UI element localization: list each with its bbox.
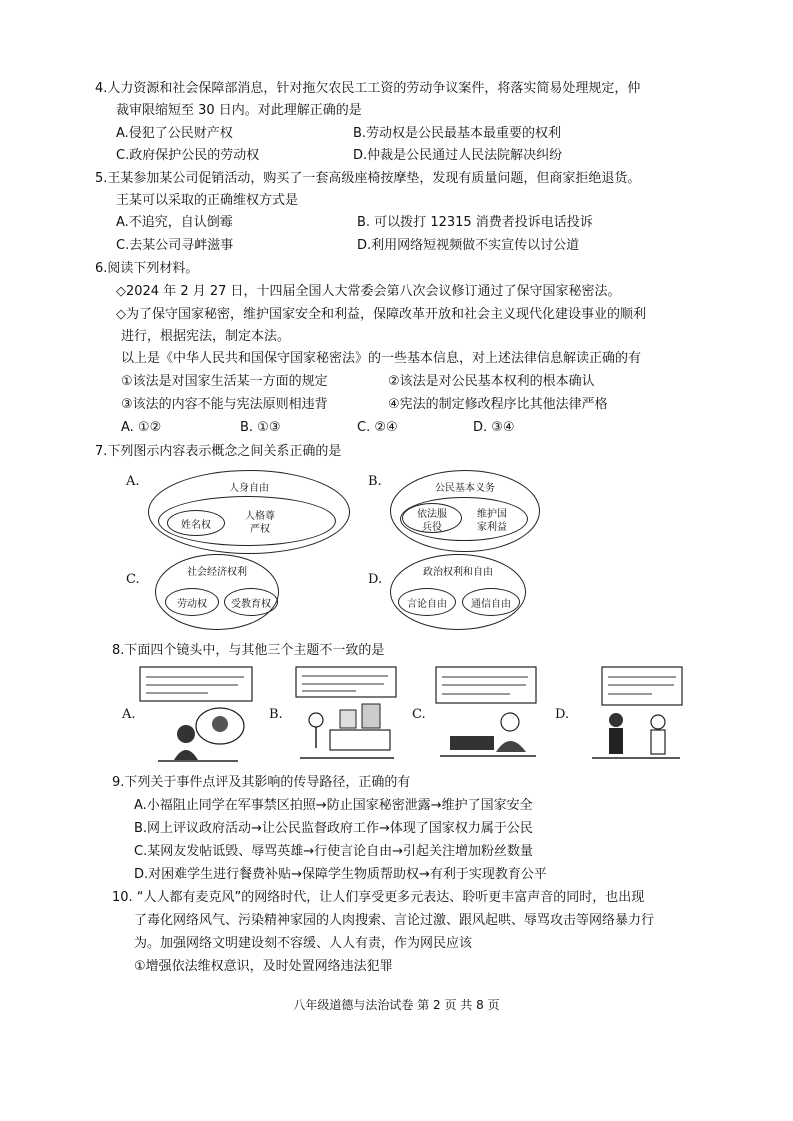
q6-statement-2: ②该法是对公民基本权利的根本确认 [388, 374, 595, 389]
q5-stem-line2: 王某可以采取的正确维权方式是 [116, 193, 299, 208]
q6-stem: 6.阅读下列材料。 [95, 261, 199, 276]
q7-b-inner-text-1b: 兵役 [422, 522, 442, 533]
q7-b-inner-text-2a: 维护国 [477, 509, 507, 520]
q4-option-b: B.劳动权是公民最基本最重要的权利 [353, 126, 562, 141]
q6-statement-4: ④宪法的制定修改程序比其他法律严格 [388, 397, 608, 412]
q5-option-d: D.利用网络短视频做不实宣传以讨公道 [357, 238, 580, 253]
q6-statement-1: ①该法是对国家生活某一方面的规定 [121, 374, 328, 389]
q7-c-inner-text-2: 受教育权 [231, 599, 271, 610]
q4-option-d: D.仲裁是公民通过人民法院解决纠纷 [353, 148, 563, 163]
q9-option-d: D.对困难学生进行餐费补贴→保障学生物质帮助权→有利于实现教育公平 [134, 867, 547, 882]
q7-b-inner-text-2b: 家利益 [477, 522, 507, 533]
q10-statement-1: ①增强依法维权意识，及时处置网络违法犯罪 [134, 959, 393, 974]
q4-option-a: A.侵犯了公民财产权 [116, 126, 233, 141]
q9-option-b: B.网上评议政府活动→让公民监督政府工作→体现了国家权力属于公民 [134, 821, 533, 836]
q7-b-inner-text-1a: 依法服 [417, 509, 447, 520]
q9-option-c: C.某网友发帖诋毁、辱骂英雄→行使言论自由→引起关注增加粉丝数量 [134, 844, 533, 859]
q5-option-c: C.去某公司寻衅滋事 [116, 238, 234, 253]
q6-statement-3: ③该法的内容不能与宪法原则相违背 [121, 397, 328, 412]
q8-option-b-label: B. [269, 707, 283, 722]
q7-d-inner-text-1: 言论自由 [407, 599, 447, 610]
q10-stem-line1: 10. “人人都有麦克风”的网络时代，让人们享受更多元表达、聆听更丰富声音的同时，也出现 [112, 890, 645, 905]
q10-stem-line2: 了毒化网络风气、污染精神家园的人肉搜索、言论过激、跟风起哄、辱骂攻击等网络暴力行 [134, 913, 655, 928]
q5-stem-line1: 5.王某参加某公司促销活动，购买了一套高级座椅按摩垫，发现有质量问题，但商家拒绝退货。 [95, 171, 641, 186]
q8-option-c-label: C. [412, 707, 426, 722]
q6-option-b: B. ①③ [240, 420, 281, 435]
q8-cartoon-c [430, 664, 545, 764]
q4-stem-line2: 裁审限缩短至 30 日内。对此理解正确的是 [116, 103, 362, 118]
q5-option-a: A.不追究，自认倒霉 [116, 215, 233, 230]
q6-option-d: D. ③④ [473, 420, 515, 435]
q8-option-a-label: A. [122, 707, 136, 722]
q10-stem-line3: 为。加强网络文明建设刻不容缓、人人有责，作为网民应该 [134, 936, 473, 951]
q6-material-2a: ◇为了保守国家秘密，维护国家安全和利益，保障改革开放和社会主义现代化建设事业的顺利 [116, 307, 646, 322]
q5-option-b: B. 可以拨打 12315 消费者投诉电话投诉 [357, 215, 593, 230]
q8-cartoon-a [138, 664, 258, 764]
q7-c-inner-text-1: 劳动权 [177, 599, 207, 610]
q6-question: 以上是《中华人民共和国保守国家秘密法》的一些基本信息，对上述法律信息解读正确的有 [121, 351, 642, 366]
q7-a-inner-text-2a: 人格尊 [245, 511, 275, 522]
q7-a-label: A. [126, 474, 140, 489]
q7-c-outer-text: 社会经济权利 [187, 567, 247, 578]
q8-cartoon-d [572, 664, 687, 764]
q7-a-outer-text: 人身自由 [229, 483, 269, 494]
q7-b-outer-text: 公民基本义务 [435, 483, 495, 494]
q6-option-a: A. ①② [121, 420, 162, 435]
q7-d-inner-text-2: 通信自由 [471, 599, 511, 610]
q7-c-label: C. [126, 572, 140, 587]
q9-option-a: A.小福阻止同学在军事禁区拍照→防止国家秘密泄露→维护了国家安全 [134, 798, 533, 813]
q6-material-2b: 进行，根据宪法，制定本法。 [121, 329, 291, 344]
q7-d-outer-text: 政治权利和自由 [423, 567, 493, 578]
q4-option-c: C.政府保护公民的劳动权 [116, 148, 260, 163]
q8-option-d-label: D. [555, 707, 570, 722]
q4-stem-line1: 4.人力资源和社会保障部消息，针对拖欠农民工工资的劳动争议案件，将落实简易处理规定，仲 [95, 81, 641, 96]
page-footer: 八年级道德与法治试卷 第 2 页 共 8 页 [293, 998, 500, 1012]
q7-a-inner-text-2b: 严权 [250, 524, 270, 535]
q7-d-label: D. [368, 572, 383, 587]
q6-option-c: C. ②④ [357, 420, 398, 435]
q8-stem: 8.下面四个镜头中，与其他三个主题不一致的是 [112, 643, 385, 658]
q7-stem: 7.下列图示内容表示概念之间关系正确的是 [95, 444, 342, 459]
q9-stem: 9.下列关于事件点评及其影响的传导路径，正确的有 [112, 775, 411, 790]
q8-cartoon-b [286, 664, 406, 764]
q6-material-1: ◇2024 年 2 月 27 日，十四届全国人大常委会第八次会议修订通过了保守国家秘密法。 [116, 284, 621, 299]
q7-a-inner-text-1: 姓名权 [181, 520, 211, 531]
q7-b-label: B. [368, 474, 382, 489]
